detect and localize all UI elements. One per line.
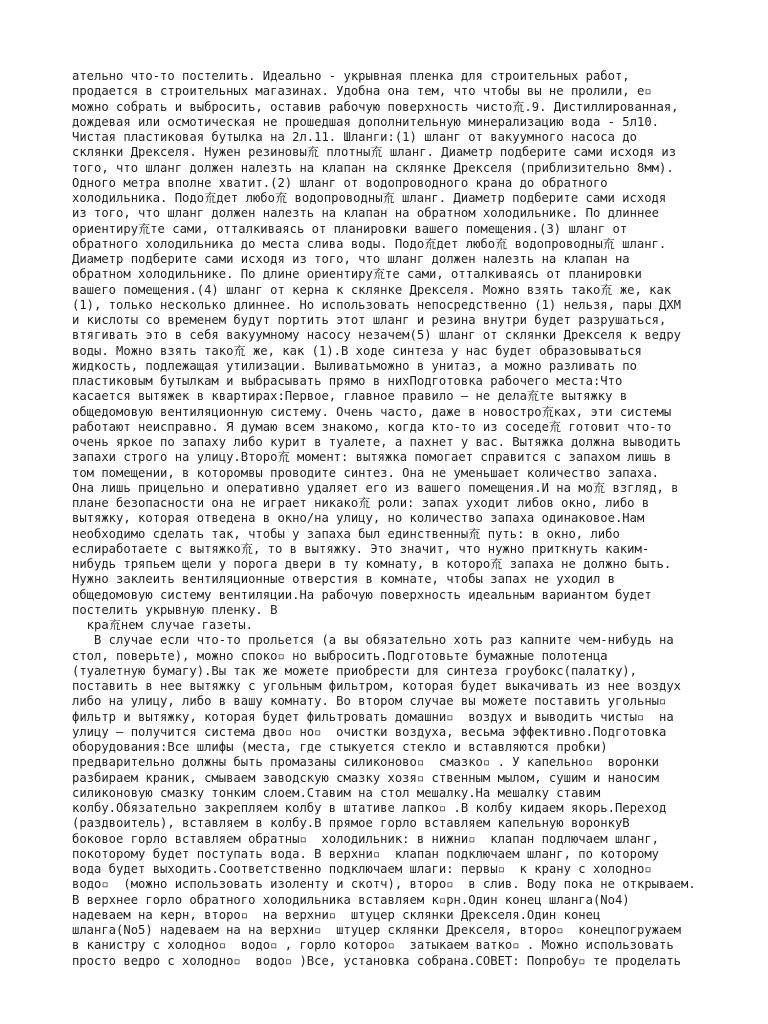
text-line: нибудь тряпьем щели у порога двери в ту комнату, в которо㐬 запаха не должно быть. bbox=[72, 557, 672, 571]
text-line: поставить в нее вытяжку с угольным фильтром, которая будет выкачивать из нее воздух bbox=[72, 679, 682, 693]
text-line: пластиковым бутылкам и выбрасывать прямо в нихПодготовка рабочего места:Что bbox=[72, 374, 623, 388]
text-line: Одного метра вполне хватит.(2) шланг от водопроводного крана до обратного bbox=[72, 175, 608, 190]
text-line: колбу.Обязательно закрепляем колбу в штативе лапко▫ .В колбу кидаем якорь.Переход bbox=[72, 801, 667, 815]
text-line: силиконовую смазку тонким слоем.Ставим на стол мешалку.На мешалку ставим bbox=[72, 785, 601, 800]
text-line: в канистру с холодно▫ водо▫ , горло которо▫ затыкаем ватко▫ . Можно использовать bbox=[72, 938, 674, 953]
text-line: продается в строительных магазинах. Удобна она тем, что чтобы вы не пролили, е▫ bbox=[72, 84, 652, 99]
text-line: обратном холодильнике. По длине ориентиру㐬те сами, отталкиваясь от планировки bbox=[72, 267, 642, 282]
text-line: плане безопасности она не играет никако㐬 роли: запах уходит либов окно, либо в bbox=[72, 496, 650, 510]
text-line: вода будет выходить.Соответственно подключаем шлаги: первы▫ к крану с холодно▫ bbox=[72, 862, 652, 876]
text-line: общедомовую систему вентиляции.На рабочую поверхность идеальным вариантом будет bbox=[72, 587, 652, 602]
text-line: работают неисправно. Я думаю всем знакомо, когда кто-то из соседе㐬 готовит что-то bbox=[72, 419, 672, 434]
text-line: (туалетную бумагу).Вы так же можете приобрести для синтеза гроубокс(палатку), bbox=[72, 663, 637, 678]
text-line: либо на улицу, либо в вашу комнату. Во втором случае вы можете поставить угольны▫ bbox=[72, 694, 667, 709]
text-line: и кислоты со временем будут портить этот шланг и резина внутри будет разрушаться, bbox=[72, 313, 667, 327]
text-line: Чистая пластиковая бутылка на 2л.11. Шланги:(1) шланг от вакуумного насоса до bbox=[72, 130, 637, 144]
text-line: надеваем на керн, второ▫ на верхни▫ штуцер склянки Дрекселя.Один конец bbox=[72, 907, 601, 922]
text-line: (раздвоитель), вставляем в колбу.В прямое горло вставляем капельную воронкуВ bbox=[72, 816, 630, 831]
text-line: разбираем краник, смываем заводскую смазку хозя▫ ственным мылом, сушим и наносим bbox=[72, 770, 659, 785]
text-line: стол, поверьте), можно споко▫ но выбросить.Подготовьте бумажные полотенца bbox=[72, 648, 608, 663]
text-line: водо▫ (можно использовать изоленту и скотч), второ▫ в слив. Воду пока не открываем. bbox=[72, 877, 696, 892]
text-line: постелить укрывную пленку. В bbox=[72, 602, 278, 617]
text-line: касается вытяжек в квартирах:Первое, главное правило – не дела㐬те вытяжку в bbox=[72, 389, 628, 404]
text-line: очень яркое по запаху либо курит в туалете, а пахнет у вас. Вытяжка должна выводить bbox=[72, 435, 682, 449]
text-line: В верхнее горло обратного холодильника вставляем к▫рн.Один конец шланга(No4) bbox=[72, 892, 630, 907]
text-line: Нужно заклеить вентиляционные отверстия в комнате, чтобы запах не уходил в bbox=[72, 572, 615, 587]
text-line: воды. Можно взять тако㐬 же, как (1).В ходе синтеза у нас будет образовываться bbox=[72, 343, 642, 358]
document-text-body bbox=[72, 69, 732, 969]
text-line: просто ведро с холодно▫ водо▫ )Все, установка собрана.СОВЕТ: Попробу▫ те проделать bbox=[72, 953, 682, 968]
text-line: запахи строго на улицу.Второ㐬 момент: вытяжка помогает справится с запахом лишь в bbox=[72, 450, 672, 465]
text-line: покоторому будет поступать вода. В верхни▫ клапан подключаем шланг, по которому bbox=[72, 846, 659, 861]
text-line: ориентиру㐬те сами, отталкиваясь от планировки вашего помещения.(3) шланг от bbox=[72, 221, 628, 236]
text-line: дождевая или осмотическая не прошедшая дополнительную минерализацию вода - 5л10. bbox=[72, 114, 659, 129]
text-line: из того, что шланг должен налезть на клапан на обратном холодильнике. По длиннее bbox=[72, 206, 659, 221]
text-line: склянки Дрекселя. Нужен резиновы㐬 плотны㐬 шланг. Диаметр подберите сами исходя из bbox=[72, 145, 677, 160]
text-line: вашего помещения.(4) шланг от керна к склянке Дрекселя. Можно взять тако㐬 же, как bbox=[72, 282, 672, 297]
text-line: холодильника. Подо㐬дет любо㐬 водопроводны㐬 шланг. Диаметр подберите сами исходя bbox=[72, 191, 667, 205]
text-line: фильтр и вытяжку, которая будет фильтровать домашни▫ воздух и выводить чисты▫ на bbox=[72, 709, 674, 724]
text-line: том помещении, в которомвы проводите синтез. Она не уменьшает количество запаха. bbox=[72, 465, 659, 480]
text-line: шланга(No5) надеваем на на верхни▫ штуцер склянки Дрекселя, второ▫ конецпогружаем bbox=[72, 923, 682, 937]
text-line: Диаметр подберите сами исходя из того, что шланг должен налезть на клапан на bbox=[72, 252, 630, 266]
text-line: обратного холодильника до места слива воды. Подо㐬дет любо㐬 водопроводны㐬 шланг. bbox=[72, 236, 667, 251]
text-line: необходимо сделать так, чтобы у запаха был единственны㐬 путь: в окно, либо bbox=[72, 526, 620, 541]
text-line: кра㐬нем случае газеты. bbox=[72, 618, 253, 632]
text-line: можно собрать и выбросить, оставив рабочую поверхность чисто㐬.9. Дистиллированная, bbox=[72, 99, 679, 114]
text-line: втягивать это в себя вакуумному насосу незачем(5) шланг от склянки Дрекселя к ведру bbox=[72, 328, 682, 343]
text-line: Она лишь прицельно и оперативно удаляет его из вашего помещения.И на мо㐬 взгляд, в bbox=[72, 480, 679, 495]
text-line: ательно что-то постелить. Идеально - укрывная пленка для строительных работ, bbox=[72, 69, 630, 83]
text-line: улицу – получится система дво▫ но▫ очистки воздуха, весьма эффективно.Подготовка bbox=[72, 724, 667, 739]
text-line: боковое горло вставляем обратны▫ холодильник: в нижни▫ клапан подлючаем шланг, bbox=[72, 831, 659, 846]
text-line: оборудования:Все шлифы (места, где стыкуется стекло и вставляются пробки) bbox=[72, 740, 608, 754]
text-line: (1), только несколько длиннее. Но использовать непосредственно (1) нельзя, пары ДХМ bbox=[72, 297, 682, 312]
text-line: еслирaботаете с вытяжко㐬, то в вытяжку. Это значит, что нужно приткнуть каким- bbox=[72, 541, 650, 556]
document-page bbox=[72, 69, 732, 969]
text-line: того, что шланг должен налезть на клапан на склянке Дрекселя (приблизительно 8мм). bbox=[72, 160, 674, 175]
text-line: жидкость, подлежащая утилизации. Выливатьможно в унитаз, а можно разливать по bbox=[72, 358, 637, 373]
text-line: предварительно должны быть промазаны силиконово▫ смазко▫ . У капельно▫ воронки bbox=[72, 755, 659, 770]
text-line: вытяжку, которая отведена в окно/на улицу, но количество запаха одинаковое.Нам bbox=[72, 511, 645, 526]
text-line: общедомовую вентиляционную систему. Очень часто, даже в новостро㐬ках, эти системы bbox=[72, 404, 672, 419]
text-line: В случае если что-то прольется (а вы обязательно хоть раз капните чем-нибудь на bbox=[72, 633, 674, 648]
